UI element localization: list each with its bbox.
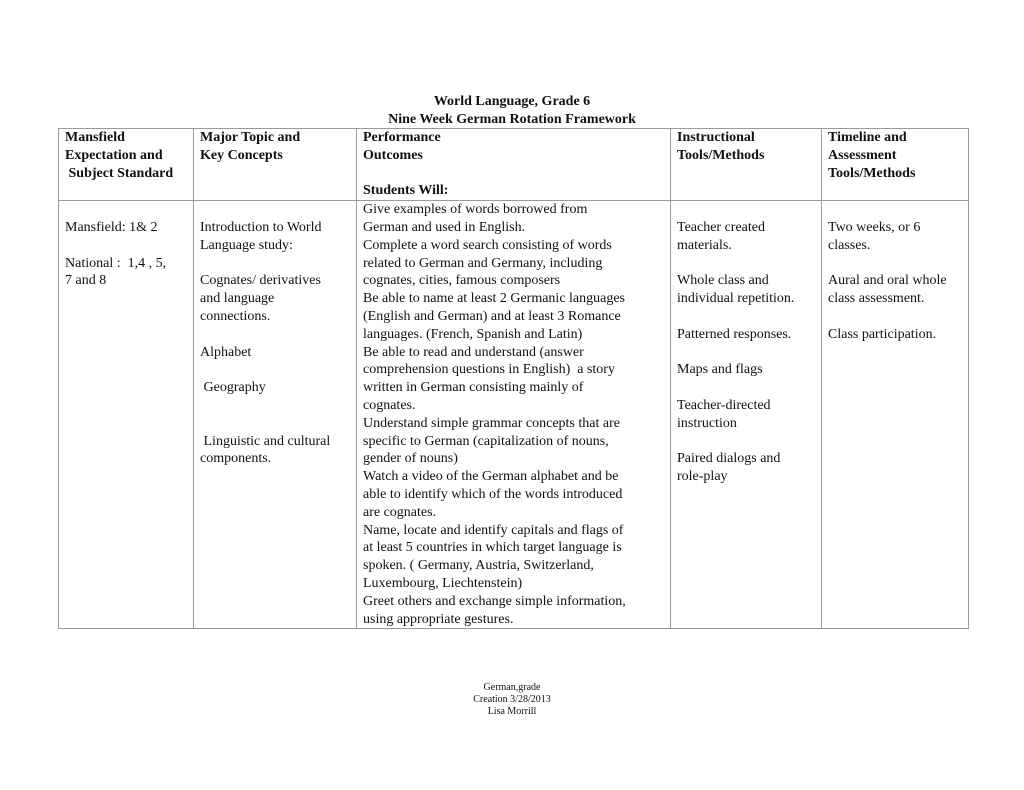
text-line: class assessment. [828,291,925,307]
cell-topics [194,201,357,629]
text-line: Cognates/ derivatives [200,273,321,289]
text-line: (English and German) and at least 3 Romance [363,308,621,324]
blank-line [677,433,817,451]
text-line: Teacher-directed [677,397,771,413]
text-line: Timeline and [828,130,907,145]
cell-instructional-tools [671,201,822,629]
text-line: gender of nouns) [363,451,458,467]
text-line: cognates. [363,397,416,413]
text-line: Geography [200,380,266,396]
text-line: Students Will: [363,183,449,199]
text-line: are cognates. [363,504,437,520]
text-line: Instructional [677,130,755,145]
text-line: Maps and flags [677,362,763,378]
header-mansfield-expectation [59,129,194,201]
footer-author: Lisa Morrill [487,706,537,717]
text-line: Expectation and [65,147,163,163]
blank-line [828,201,964,219]
text-line: components. [200,451,272,467]
text-line: related to German and Germany, including [363,255,603,271]
text-line: Greet others and exchange simple information, [363,593,626,609]
blank-line [677,201,817,219]
text-line: comprehension questions in English) a story [363,362,615,378]
blank-line [200,415,352,433]
text-line: National : 1,4 , 5, [65,255,167,271]
text-line: Tools/Methods [828,165,916,181]
text-line: Complete a word search consisting of words [363,237,612,253]
text-line: Tools/Methods [677,147,765,163]
text-line: Teacher created [677,219,765,235]
text-line: Be able to name at least 2 Germanic languages [363,291,626,307]
text-line: Outcomes [363,147,423,163]
text-line: Name, locate and identify capitals and flags of [363,522,624,538]
text-line: cognates, cities, famous composers [363,273,561,289]
text-line: Paired dialogs and [677,451,781,467]
footer-line: German,grade [483,682,541,693]
blank-line [65,201,189,219]
text-line: Subject Standard [65,165,174,181]
text-line: specific to German (capitalization of nouns, [363,433,609,449]
framework-table [58,128,969,629]
text-line: Linguistic and cultural [200,433,331,449]
text-line: Understand simple grammar concepts that are [363,415,620,431]
blank-line [828,255,964,273]
text-line: able to identify which of the words introduced [363,486,623,502]
text-line: written in German consisting mainly of [363,380,584,396]
text-line: Patterned responses. [677,326,792,342]
text-line: classes. [828,237,871,253]
header-major-topic [194,129,357,201]
header-instructional-tools [671,129,822,201]
document-title: World Language, Grade 6 [433,94,591,109]
text-line: Language study: [200,237,293,253]
text-line: spoken. ( Germany, Austria, Switzerland, [363,558,594,574]
text-line: Mansfield: 1& 2 [65,219,158,235]
text-line: Give examples of words borrowed from [363,202,588,218]
blank-line [677,379,817,397]
blank-line [363,165,666,183]
blank-line [200,326,352,344]
footer-creation-date: Creation 3/28/2013 [473,694,551,705]
text-line: Performance [363,130,441,145]
table-row [59,201,969,629]
text-line: at least 5 countries in which target language is [363,540,622,556]
header-row [59,129,969,201]
blank-line [200,361,352,379]
text-line: Two weeks, or 6 [828,219,921,235]
text-line: materials. [677,237,732,253]
text-line: Be able to read and understand (answer [363,344,584,360]
text-line: languages. (French, Spanish and Latin) [363,326,583,342]
document-subtitle: Nine Week German Rotation Framework [388,112,636,127]
text-line: Whole class and [677,273,769,289]
text-line: using appropriate gestures. [363,611,514,627]
blank-line [677,308,817,326]
blank-line [200,397,352,415]
text-line: Aural and oral whole [828,273,947,289]
text-line: Class participation. [828,326,937,342]
text-line: Introduction to World [200,219,322,235]
text-line: Mansfield [65,130,125,145]
text-line: Assessment [828,147,897,163]
blank-line [200,255,352,273]
blank-line [65,237,189,255]
text-line: Key Concepts [200,147,283,163]
text-line: individual repetition. [677,291,795,307]
blank-line [677,344,817,362]
text-line: Alphabet [200,344,252,360]
header-performance-outcomes [357,129,671,201]
text-line: connections. [200,308,271,324]
text-line: Luxembourg, Liechtenstein) [363,575,523,591]
cell-standards [59,201,194,629]
blank-line [828,308,964,326]
cell-outcomes [357,201,671,629]
text-line: Watch a video of the German alphabet and be [363,469,619,485]
text-line: German and used in English. [363,219,526,235]
text-line: role-play [677,469,728,485]
blank-line [677,255,817,273]
text-line: 7 and 8 [65,273,107,289]
blank-line [200,201,352,219]
text-line: and language [200,291,275,307]
header-timeline-assessment [822,129,969,201]
text-line: instruction [677,415,737,431]
text-line: Major Topic and [200,130,301,145]
cell-timeline-assessment [822,201,969,629]
